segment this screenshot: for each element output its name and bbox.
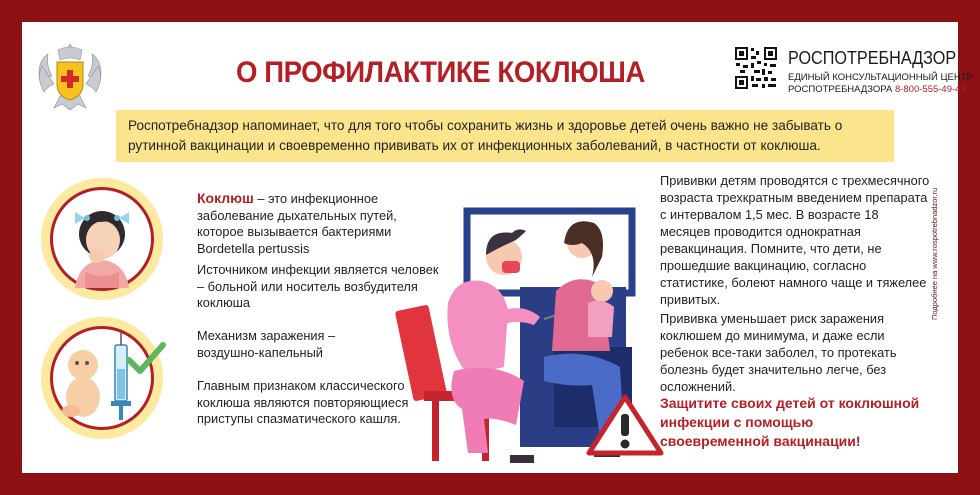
coughing-girl-icon	[53, 190, 151, 288]
infographic-card	[22, 22, 973, 473]
qr-code-icon	[734, 46, 778, 90]
brand-sub-line1: ЕДИНЫЙ КОНСУЛЬТАЦИОННЫЙ ЦЕНТР	[788, 72, 973, 83]
brand-sub-line2: РОСПОТРЕБНАДЗОРА 8-800-555-49-43	[788, 84, 966, 95]
checkmark-icon	[126, 342, 166, 376]
emblem-icon	[30, 36, 110, 116]
warning-icon	[586, 394, 664, 456]
page-title: О ПРОФИЛАКТИКЕ КОКЛЮША	[236, 56, 645, 89]
brand-subtitle	[788, 72, 973, 96]
vaccination-benefit-text: Прививка уменьшает риск заражения коклюшем до минимума, и даже если ребенок все-таки заболел, то протекать болезнь будет значительно легче, без осложнений.	[660, 311, 897, 394]
definition-term: Коклюш	[197, 190, 254, 206]
call-to-action: Защитите своих детей от коклюшной инфекции с помощью своевременной вакцинации!	[660, 395, 920, 449]
transmission-text: Механизм заражения – воздушно-капельный	[197, 328, 336, 360]
vaccination-schedule-text: Прививки детям проводятся с трехмесячного возраста трехкратным введением препарата с интервалом 1,5 мес. В возрасте 18 месяцев проводится однократная ревакцинация. Помните, что дети, не прошедшие вакцинацию, согласно статистике, болеют намного чаще и тяжелее привитых.	[660, 173, 930, 307]
brand-name: РОСПОТРЕБНАДЗОР	[788, 48, 957, 68]
girl-illustration-circle	[41, 178, 163, 300]
vaccine-illustration-circle	[41, 317, 163, 439]
website-link[interactable]: Подробнее на www.rospotrebnadzor.ru	[930, 187, 939, 320]
definition-body: – это инфекционное заболевание дыхательных путей, которое вызывается бактериями Bordetella pertussis	[197, 191, 397, 256]
hotline-phone: 8-800-555-49-43	[894, 84, 966, 95]
infection-source-text: Источником инфекции является человек – больной или носитель возбудителя коклюша	[197, 262, 439, 310]
notice-text: Роспотребнадзор напоминает, что для того чтобы сохранить жизнь и здоровье детей очень важно не забывать о рутинной вакцинации и своевременно прививать их от инфекционных заболеваний, в частности от коклюша.	[128, 118, 843, 153]
symptom-text: Главным признаком классического коклюша являются повторяющиеся приступы спазматического кашля.	[197, 378, 409, 426]
